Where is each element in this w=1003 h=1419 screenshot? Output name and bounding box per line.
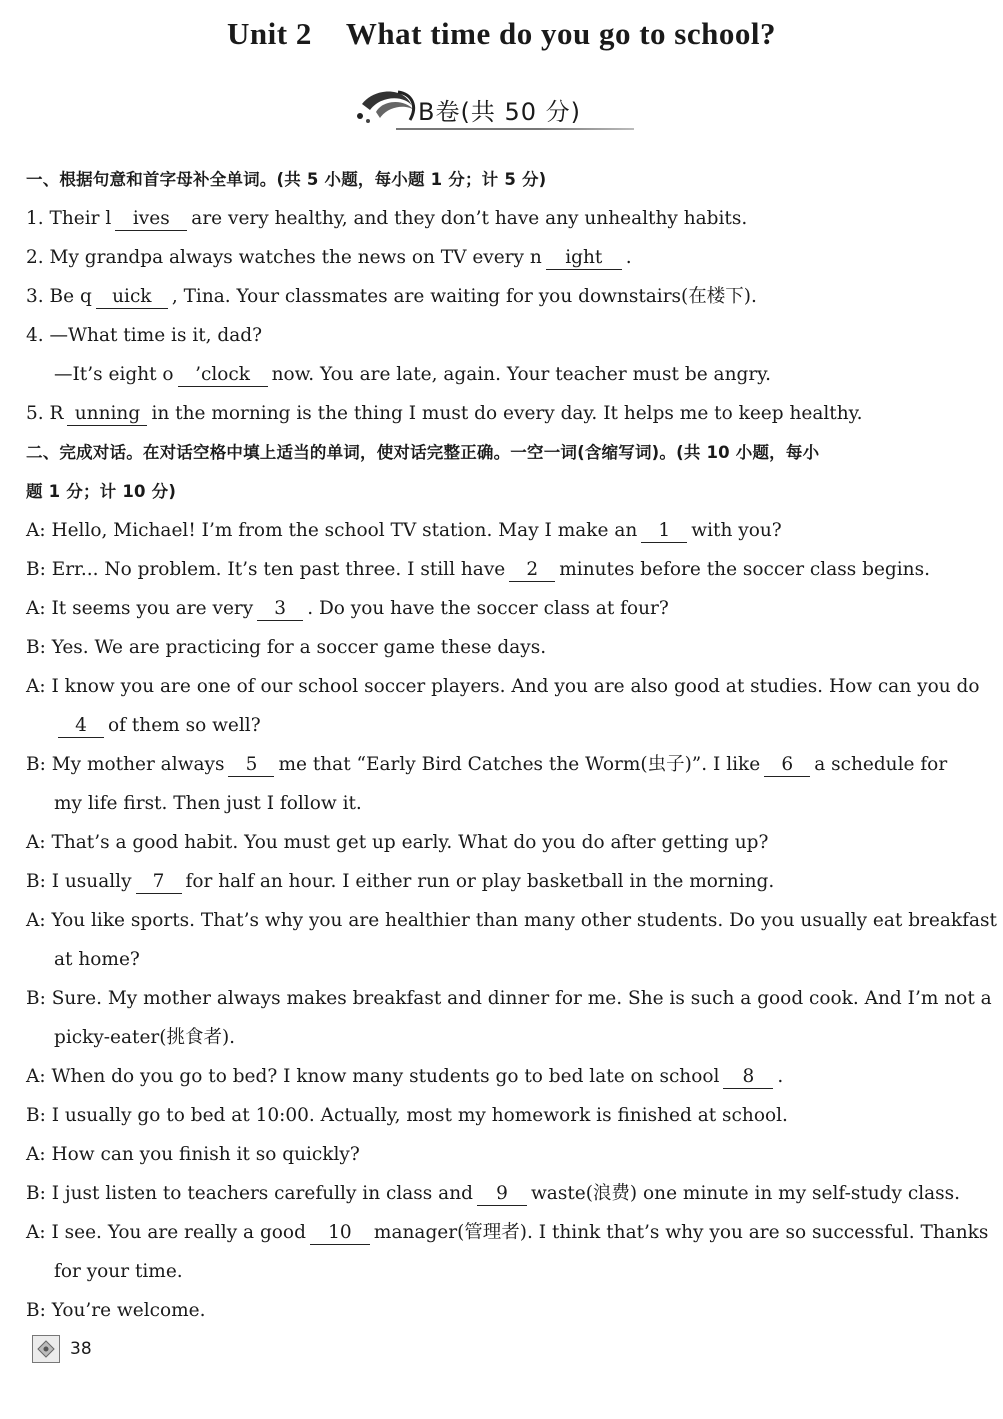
page-title — [0, 16, 1003, 52]
numbered-blank: 4 — [58, 715, 104, 738]
answer-blank: ight — [546, 247, 622, 270]
part1-item-3: 3. Be q uick , Tina. Your classmates are waiting for you downstairs(在楼下). — [26, 286, 757, 307]
numbered-blank: 9 — [477, 1183, 527, 1206]
page-number: 38 — [70, 1339, 92, 1359]
dialogue-line: B: You’re welcome. — [26, 1300, 206, 1321]
section-banner — [352, 82, 632, 138]
answer-blank: ives — [115, 208, 187, 231]
dialogue-line: at home? — [54, 949, 140, 970]
exercise-content — [26, 160, 997, 1330]
dialogue-line: A: It seems you are very 3 . Do you have the soccer class at four? — [26, 598, 669, 619]
part1-item-4: 4. —What time is it, dad? — [26, 325, 263, 346]
numbered-blank: 3 — [257, 598, 303, 621]
dialogue-line: 4 of them so well? — [26, 706, 970, 745]
part1-item-1: 1. Their l ives are very healthy, and they don’t have any unhealthy habits. — [26, 208, 748, 229]
dialogue-line: my life first. Then just I follow it. — [54, 793, 362, 814]
answer-blank: ’clock — [178, 364, 268, 387]
part1-item-5: 5. R unning in the morning is the thing I must do every day. It helps me to keep healthy. — [26, 403, 863, 424]
dialogue-line: A: That’s a good habit. You must get up early. What do you do after getting up? — [26, 832, 769, 853]
unit-label: Unit 2 — [227, 16, 312, 51]
dialogue-line: B: I usually go to bed at 10:00. Actually, most my homework is finished at school. — [26, 1105, 788, 1126]
unit-title: What time do you go to school? — [345, 16, 776, 51]
dialogue-line: B: I usually 7 for half an hour. I either run or play basketball in the morning. — [26, 871, 775, 892]
numbered-blank: 6 — [764, 754, 810, 777]
dialogue-line: for your time. — [54, 1261, 183, 1282]
part1-item-2: 2. My grandpa always watches the news on TV every n ight . — [26, 247, 632, 268]
numbered-blank: 2 — [509, 559, 555, 582]
part2-heading-cont: 题 1 分；计 10 分) — [26, 482, 177, 501]
page-badge — [32, 1335, 60, 1363]
diamond-icon — [37, 1340, 55, 1358]
swoosh-icon — [352, 82, 422, 132]
numbered-blank: 10 — [310, 1222, 370, 1245]
numbered-blank: 5 — [228, 754, 274, 777]
part2-heading: 二、完成对话。在对话空格中填上适当的单词，使对话完整正确。一空一词(含缩写词)。(共 10 小题，每小 — [26, 443, 820, 462]
numbered-blank: 7 — [136, 871, 182, 894]
section-label: B卷(共 50 分) — [418, 98, 581, 126]
dialogue-line: B: My mother always 5 me that “Early Bird Catches the Worm(虫子)”. I like 6 a schedule for — [26, 754, 948, 775]
part1-heading: 一、根据句意和首字母补全单词。(共 5 小题，每小题 1 分；计 5 分) — [26, 170, 547, 189]
dialogue-line: A: I know you are one of our school soccer players. And you are also good at studies. How can you do — [26, 676, 980, 697]
answer-blank: uick — [96, 286, 168, 309]
dialogue-line: A: You like sports. That’s why you are healthier than many other students. Do you usually eat breakfast — [26, 910, 997, 931]
dialogue-line: A: I see. You are really a good 10 manager(管理者). I think that’s why you are so successful. Thanks — [26, 1222, 989, 1243]
dialogue-line: A: How can you finish it so quickly? — [26, 1144, 360, 1165]
dialogue-line: picky-eater(挑食者). — [54, 1027, 236, 1048]
numbered-blank: 8 — [723, 1066, 773, 1089]
page-footer — [32, 1334, 92, 1364]
dialogue-line: B: I just listen to teachers carefully in class and 9 waste(浪费) one minute in my self-study class. — [26, 1183, 961, 1204]
dialogue-line: A: When do you go to bed? I know many students go to bed late on school 8 . — [26, 1066, 784, 1087]
banner-underline — [396, 128, 634, 130]
part1-item-4-reply: —It’s eight o ’clock now. You are late, again. Your teacher must be angry. — [54, 364, 772, 385]
answer-blank: unning — [67, 403, 147, 426]
dialogue-line: B: Sure. My mother always makes breakfast and dinner for me. She is such a good cook. And I’m not a — [26, 988, 992, 1009]
dialogue-line: B: Err... No problem. It’s ten past three. I still have 2 minutes before the soccer class begins. — [26, 559, 930, 580]
dialogue-line: B: Yes. We are practicing for a soccer game these days. — [26, 637, 547, 658]
dialogue-line: A: Hello, Michael! I’m from the school TV station. May I make an 1 with you? — [26, 520, 782, 541]
numbered-blank: 1 — [641, 520, 687, 543]
